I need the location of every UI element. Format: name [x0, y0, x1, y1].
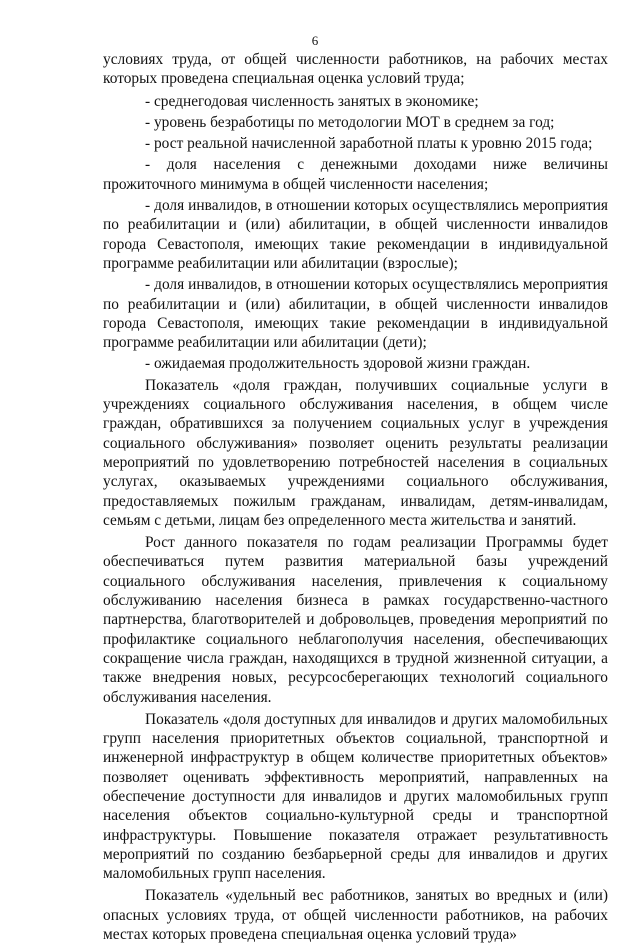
- intro-paragraph: условиях труда, от общей численности работников, на рабочих местах которых проведена специальная оценка условий труда;: [103, 51, 608, 88]
- paragraph-social-services: Показатель «доля граждан, получивших социальные услуги в учреждениях социального обслуживания населения, в общем числе граждан, обратившихся за получением социальных услуг в учреждения социального обслуживания» позволяет оценить результаты реализации мероприятий по удовлетворению потребностей населения в социальных услугах, оказываемых учреждениями социального обслуживания, предоставляемых пожилым гражданам, инвалидам, детям-инвалидам, семьям с детьми, лицам без определенного места жительства и занятий.: [103, 376, 608, 529]
- paragraph-accessibility: Показатель «доля доступных для инвалидов и других маломобильных групп населения приоритетных объектов социальной, транспортной и инженерной инфраструктур в общем количестве приоритетных объектов» позволяет оценивать эффективность мероприятий, направленных на обеспечение доступности для инвалидов и других маломобильных групп населения объектов социально-культурной среды и транспортной инфраструктуры. Повышение показателя отражает результативность мероприятий по созданию безбарьерной среды для инвалидов и других маломобильных групп населения.: [103, 710, 608, 883]
- list-item: - среднегодовая численность занятых в экономике;: [145, 92, 479, 110]
- list-item: - ожидаемая продолжительность здоровой жизни граждан.: [145, 355, 531, 373]
- indicator-list: [103, 92, 608, 374]
- list-item: - уровень безработицы по методологии МОТ в среднем за год;: [145, 113, 555, 131]
- list-item: - доля инвалидов, в отношении которых осуществлялись мероприятия по реабилитации и (или) абилитации, в общей численности инвалидов города Севастополя, имеющих такие рекомендации в индивидуальной программе реабилитации или абилитации (дети);: [103, 276, 608, 352]
- paragraph-hazardous-work: Показатель «удельный вес работников, занятых во вредных и (или) опасных условиях труда, от общей численности работников, на рабочих местах которых проведена специальная оценка условий труда»: [103, 887, 608, 944]
- list-item: - доля населения с денежными доходами ниже величины прожиточного минимума в общей численности населения;: [103, 156, 608, 193]
- document-body: [103, 50, 608, 947]
- list-item: - доля инвалидов, в отношении которых осуществлялись мероприятия по реабилитации и (или) абилитации, в общей численности инвалидов города Севастополя, имеющих такие рекомендации в индивидуальной программе реабилитации или абилитации (взрослые);: [103, 197, 608, 272]
- list-item: - рост реальной начисленной заработной платы к уровню 2015 года;: [145, 135, 593, 153]
- page-number: 6: [311, 33, 319, 48]
- paragraph-program-growth: Рост данного показателя по годам реализации Программы будет обеспечиваться путем развития материальной базы учреждений социального обслуживания населения, привлечения к социальному обслуживанию населения бизнеса в рамках государственно-частного партнерства, благотворителей и добровольцев, проведения мероприятий по профилактике социального неблагополучия населения, обеспечивающих сокращение числа граждан, находящихся в трудной жизненной ситуации, а также внедрения новых, ресурсосберегающих технологий социального обслуживания населения.: [103, 534, 608, 706]
